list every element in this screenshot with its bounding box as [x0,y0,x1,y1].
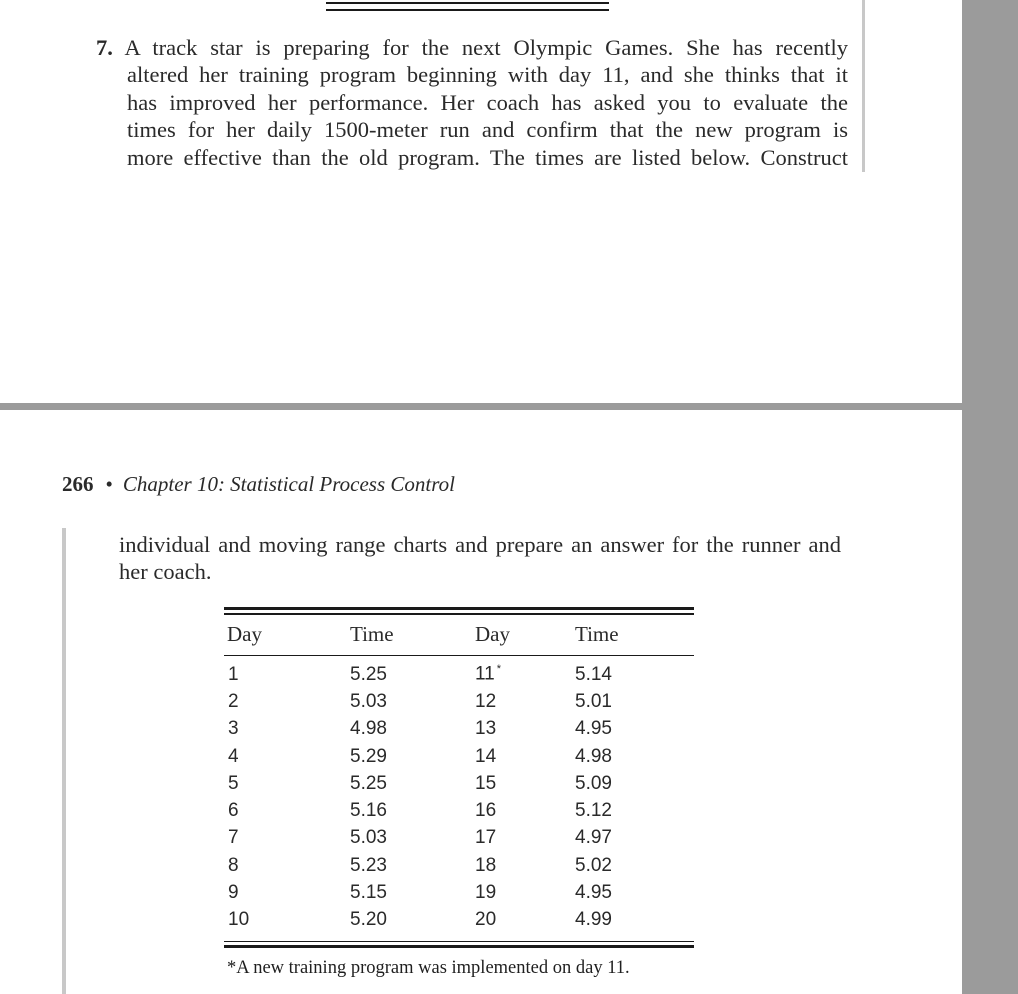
problem-number: 7. [96,35,113,60]
time-cell: 4.95 [575,718,612,740]
page-right-rule [862,0,865,172]
column-header-day: Day [475,622,510,646]
time-cell: 5.15 [350,882,387,904]
table-row [224,661,694,688]
table-row [224,879,694,906]
day-cell: 5 [228,772,239,794]
table-header-row [224,615,694,655]
continuation-text [119,531,841,586]
continuation-line: her coach. [119,559,212,585]
time-cell: 5.03 [350,690,387,712]
table-row [224,797,694,824]
time-cell: 5.29 [350,745,387,767]
column-header-time: Time [575,622,619,646]
table-row [224,770,694,797]
column-header-day: Day [227,622,262,646]
top-rule [326,9,609,11]
table-row [224,716,694,743]
page-number: 266 [62,472,94,496]
time-cell: 5.09 [575,772,612,794]
table-row [224,688,694,715]
day-cell: 8 [228,854,239,876]
day-cell: 18 [475,854,497,876]
right-margin-band [962,0,1018,994]
day-cell: 13 [475,718,497,740]
time-cell: 5.23 [350,854,387,876]
table-row [224,743,694,770]
time-cell: 4.98 [350,718,387,740]
problem-line: times for her daily 1500-meter run and confirm that the new program is [127,117,848,143]
day-cell: 4 [228,745,239,767]
day-cell: 7 [228,827,239,849]
day-cell: 3 [228,718,239,740]
day-cell: 20 [475,909,497,931]
page-header [62,472,455,497]
time-cell: 4.95 [575,882,612,904]
day-cell: 6 [228,800,239,822]
table-row [224,825,694,852]
day-cell: 19 [475,882,497,904]
column-header-time: Time [350,622,394,646]
time-cell: 5.25 [350,772,387,794]
time-cell: 5.03 [350,827,387,849]
time-cell: 5.14 [575,663,612,685]
day-cell: 15 [475,772,497,794]
page-separator [0,403,962,410]
day-cell: 10 [228,909,250,931]
problem-line: 7. A track star is preparing for the next Olympic Games. She has recently [96,35,848,60]
time-cell: 5.01 [575,690,612,712]
continuation-line: individual and moving range charts and prepare an answer for the runner and [119,532,841,557]
time-cell: 5.25 [350,663,387,685]
time-cell: 5.12 [575,800,612,822]
problem-line: more effective than the old program. The times are listed below. Construct [127,144,848,170]
problem-line: has improved her performance. Her coach has asked you to evaluate the [127,89,848,115]
day-cell: 14 [475,745,497,767]
time-cell: 4.98 [575,745,612,767]
day-cell: 2 [228,690,239,712]
chapter-title: Chapter 10: Statistical Process Control [122,472,455,496]
day-cell: 16 [475,800,497,822]
top-rule [326,2,609,4]
day-cell: 9 [228,882,239,904]
day-cell: 11 * [475,663,502,685]
time-cell: 4.99 [575,909,612,931]
time-cell: 5.20 [350,909,387,931]
bullet-separator: • [105,472,113,496]
page-left-rule [62,528,66,994]
day-cell: 1 [228,663,239,685]
time-cell: 4.97 [575,827,612,849]
table-bottom-rule [224,945,694,948]
time-cell: 5.02 [575,854,612,876]
problem-line: altered her training program beginning with day 11, and she thinks that it [127,62,848,88]
table-row [224,907,694,934]
day-cell: 17 [475,827,497,849]
day-cell: 12 [475,690,497,712]
table-footnote: *A new training program was implemented on day 11. [227,958,630,978]
footnote-marker: * [496,663,502,676]
time-cell: 5.16 [350,800,387,822]
problem-text [96,34,848,171]
table-row [224,852,694,879]
times-table [224,607,694,948]
data-table [224,615,694,934]
